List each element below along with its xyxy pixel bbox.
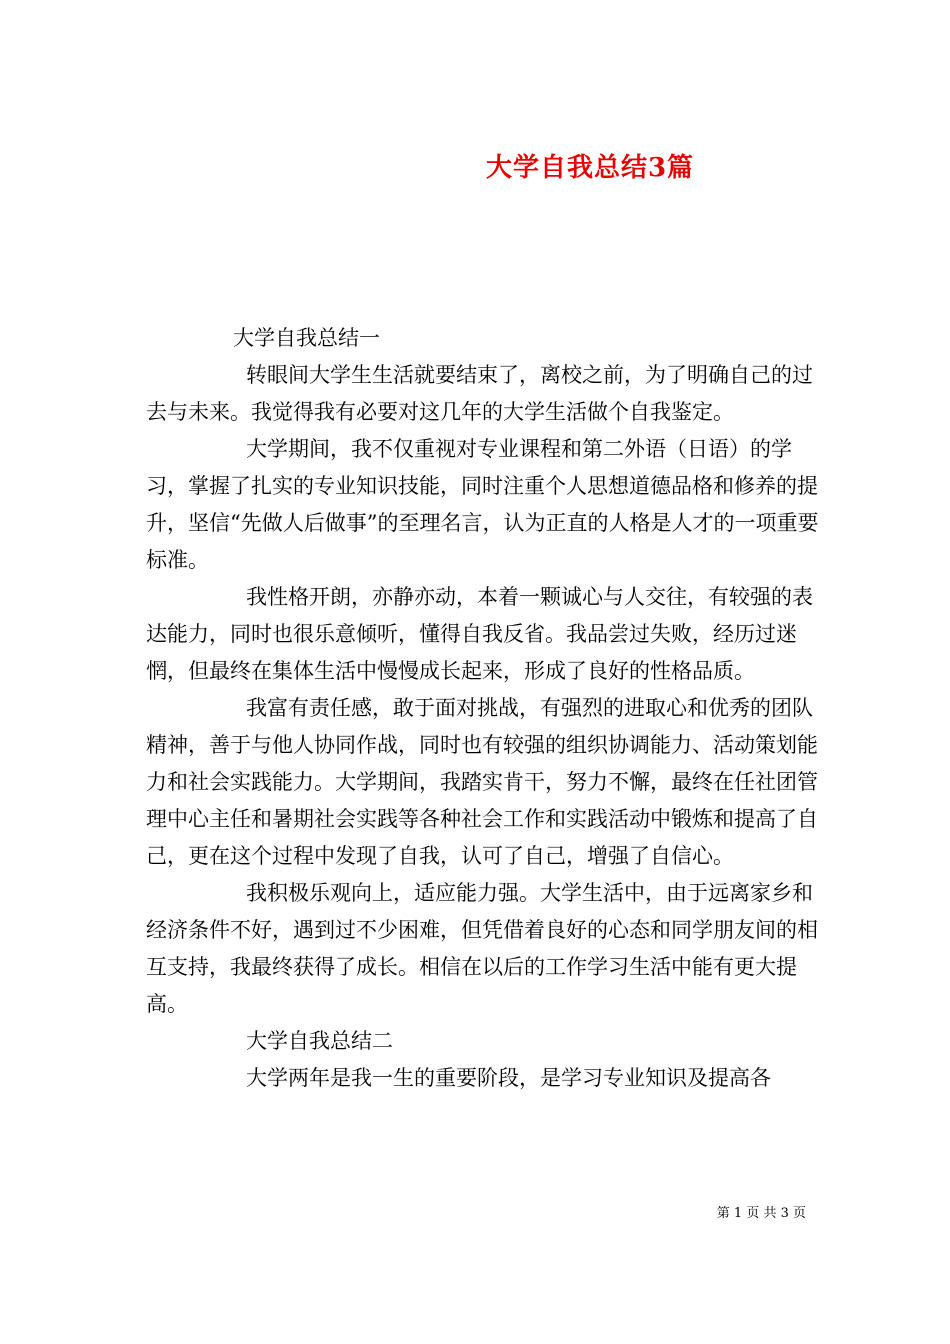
body-paragraph: 我积极乐观向上，适应能力强。大学生活中，由于远离家乡和经济条件不好，遇到过不少困难，但凭借着良好的心态和同学朋友间的相互支持，我最终获得了成长。相信在以后的工作学习生活中能有更大提高。 (146, 881, 818, 1016)
body-paragraph: 我富有责任感，敢于面对挑战，有强烈的进取心和优秀的团队精神，善于与他人协同作战，同时也有较强的组织协调能力、活动策划能力和社会实践能力。大学期间，我踏实肯干，努力不懈，最终在任社团管理中心主任和暑期社会实践等各种社会工作和实践活动中锻炼和提高了自己，更在这个过程中发现了自我，认可了自己，增强了自信心。 (146, 696, 818, 868)
page-number-footer: 第 1 页 共 3 页 (716, 1206, 806, 1221)
body-paragraph: 大学两年是我一生的重要阶段，是学习专业知识及提高各 (246, 1066, 771, 1090)
body-paragraph: 转眼间大学生生活就要结束了，离校之前，为了明确自己的过去与未来。我觉得我有必要对这几年的大学生活做个自我鉴定。 (146, 363, 813, 424)
body-paragraph: 大学期间，我不仅重视对专业课程和第二外语（日语）的学习，掌握了扎实的专业知识技能，同时注重个人思想道德品格和修养的提升，坚信“先做人后做事”的至理名言，认为正直的人格是人才的一项重要标准。 (146, 437, 819, 572)
document-title: 大学自我总结3篇 (485, 153, 695, 184)
section-heading: 大学自我总结二 (246, 1029, 393, 1053)
body-paragraph: 我性格开朗，亦静亦动，本着一颗诚心与人交往，有较强的表达能力，同时也很乐意倾听，懂得自我反省。我品尝过失败，经历过迷惘，但最终在集体生活中慢慢成长起来，形成了良好的性格品质。 (146, 585, 813, 683)
document-body (146, 320, 826, 1097)
section-heading: 大学自我总结一 (233, 326, 380, 350)
